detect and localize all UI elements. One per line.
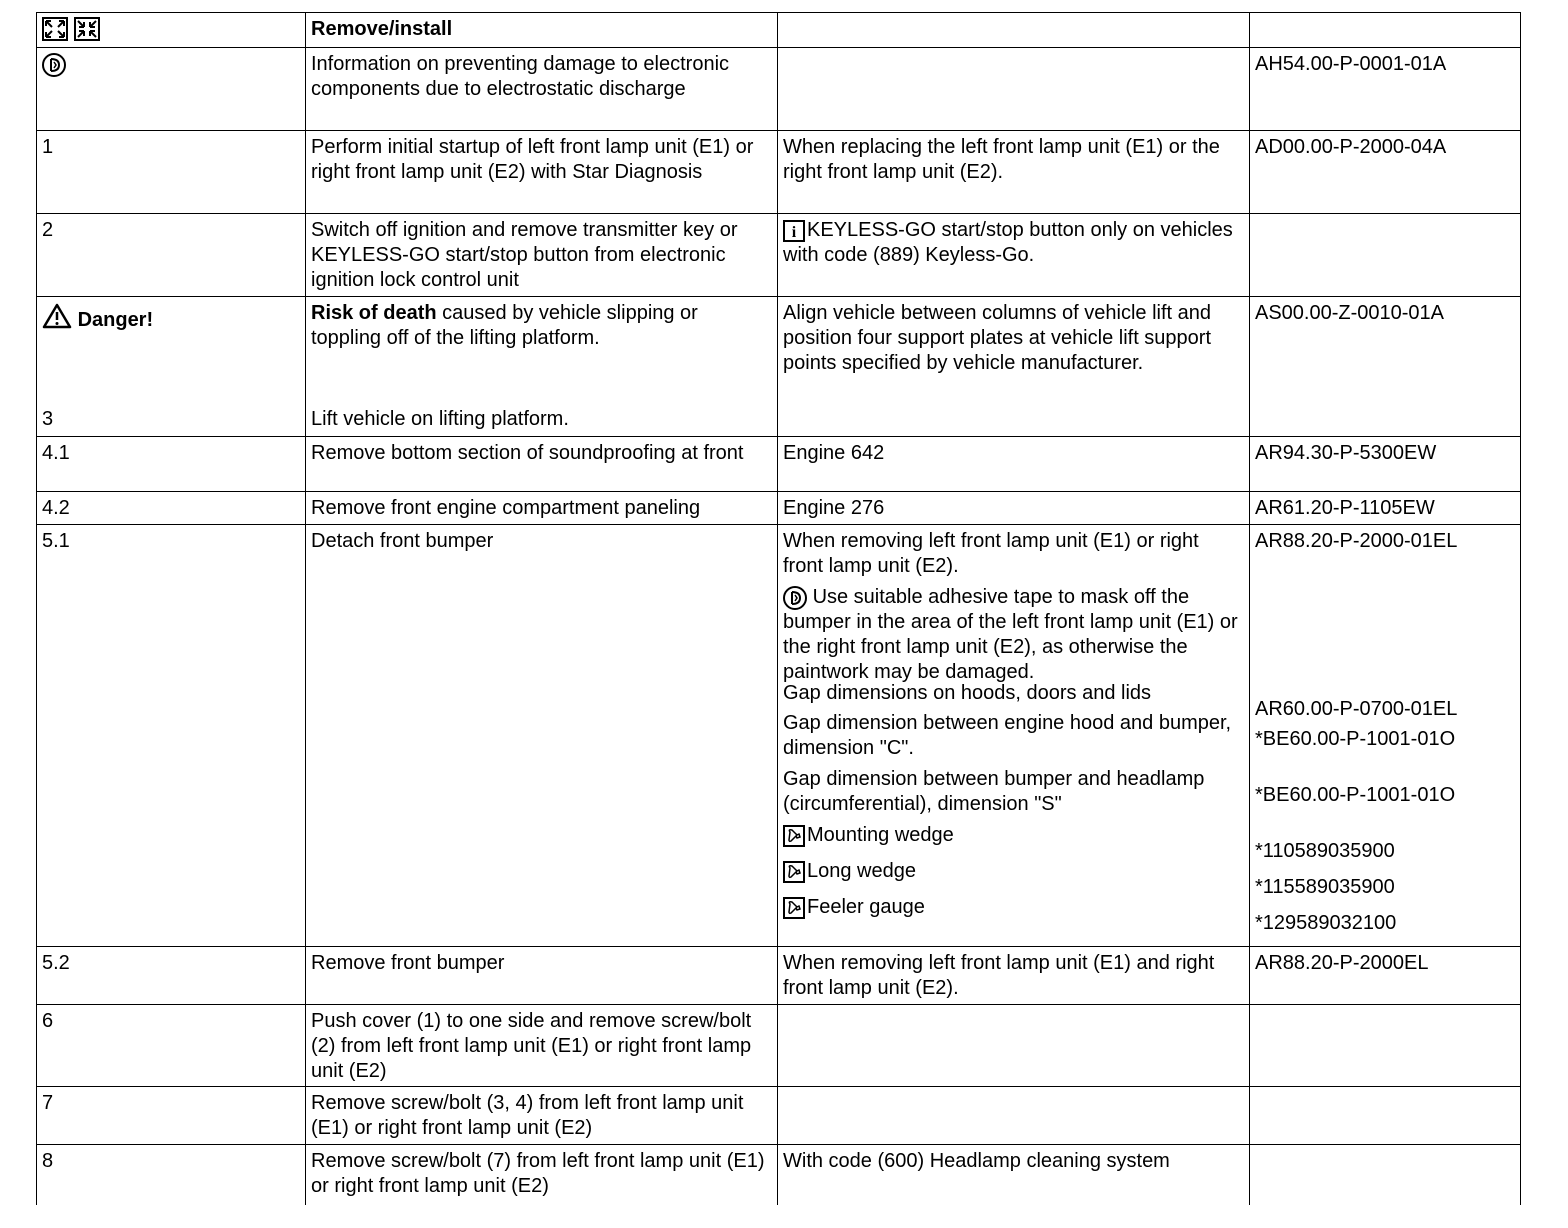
step-reference[interactable]: *BE60.00-P-1001-01O — [1255, 784, 1456, 806]
table-row — [37, 48, 1521, 131]
header-title: Remove/install — [306, 13, 778, 48]
step-number: 5.2 — [37, 947, 306, 1005]
step-reference[interactable]: AR88.20-P-2000-01EL — [1255, 530, 1458, 552]
danger-risk-text: caused by vehicle slipping or toppling off of the lifting platform. — [311, 302, 698, 349]
danger-label-wrap — [42, 303, 300, 333]
step-description: Remove bottom section of soundproofing at front — [306, 437, 778, 492]
step-reference[interactable] — [1250, 1145, 1521, 1205]
table-row — [37, 214, 1521, 297]
info-icon — [783, 220, 805, 242]
svg-text:i: i — [791, 224, 797, 239]
step-note — [778, 1005, 1250, 1087]
special-tool-icon — [783, 861, 805, 883]
esd-warning-icon — [783, 586, 807, 610]
step-description: Detach front bumper — [306, 525, 778, 947]
step-note: Engine 276 — [778, 492, 1250, 525]
step-note: Align vehicle between columns of vehicle lift and position four support plates at vehicle lift support points specified by vehicle manufacturer. — [778, 297, 1250, 437]
note-item: Use suitable adhesive tape to mask off the bumper in the area of the left front lamp unit (E1) or the right front lamp unit (E2), as otherwise the paintwork may be damaged. — [783, 586, 1238, 683]
tool-item — [783, 859, 1244, 895]
step-reference[interactable]: AR60.00-P-0700-01EL — [1255, 698, 1458, 720]
tool-item — [783, 823, 1244, 859]
step-number: 6 — [37, 1005, 306, 1087]
step-note: When replacing the left front lamp unit (E1) or the right front lamp unit (E2). — [778, 131, 1250, 214]
note-item-wrap — [783, 585, 1244, 681]
step-description: Remove front bumper — [306, 947, 778, 1005]
step-reference[interactable]: AR94.30-P-5300EW — [1250, 437, 1521, 492]
step-note — [778, 1087, 1250, 1145]
step-number: 4.1 — [37, 437, 306, 492]
note-item: When removing left front lamp unit (E1) or right front lamp unit (E2). — [783, 530, 1199, 577]
danger-label: Danger! — [77, 309, 154, 331]
expand-icon[interactable] — [42, 17, 68, 41]
procedure-table — [36, 12, 1521, 1205]
collapse-icon[interactable] — [74, 17, 100, 41]
step-reference[interactable] — [1250, 214, 1521, 297]
step-description: Information on preventing damage to electronic components due to electrostatic discharge — [306, 48, 778, 131]
step-note: Engine 642 — [778, 437, 1250, 492]
header-icons-cell — [37, 13, 306, 48]
step-reference[interactable]: AH54.00-P-0001-01A — [1250, 48, 1521, 131]
warning-triangle-icon — [42, 303, 72, 329]
step-number: 7 — [37, 1087, 306, 1145]
step-reference[interactable] — [1250, 1087, 1521, 1145]
note-item: Gap dimensions on hoods, doors and lids — [783, 682, 1152, 704]
step-description: Perform initial startup of left front lamp unit (E1) or right front lamp unit (E2) with Star Diagnosis — [306, 131, 778, 214]
special-tool-icon — [783, 825, 805, 847]
step-reference[interactable]: AS00.00-Z-0010-01A — [1250, 297, 1521, 437]
step-reference[interactable]: *129589032100 — [1255, 912, 1397, 934]
table-row — [37, 492, 1521, 525]
step-number: 5.1 — [37, 525, 306, 947]
table-row — [37, 947, 1521, 1005]
step-number: 3 — [42, 408, 54, 430]
step-description: Lift vehicle on lifting platform. — [311, 408, 569, 430]
table-row — [37, 131, 1521, 214]
tool-item — [783, 895, 1244, 925]
step-description: Remove screw/bolt (7) from left front lamp unit (E1) or right front lamp unit (E2) — [306, 1145, 778, 1205]
table-row — [37, 437, 1521, 492]
step-note: When removing left front lamp unit (E1) and right front lamp unit (E2). — [778, 947, 1250, 1005]
step-description: Remove front engine compartment paneling — [306, 492, 778, 525]
tool-name: Long wedge — [807, 860, 916, 882]
note-item: Gap dimension between engine hood and bumper, dimension "C". — [783, 712, 1232, 759]
step-number: 2 — [37, 214, 306, 297]
step-number: 8 — [37, 1145, 306, 1205]
esd-warning-icon — [42, 53, 66, 77]
step-note — [778, 48, 1250, 131]
step-description: Remove screw/bolt (3, 4) from left front lamp unit (E1) or right front lamp unit (E2) — [306, 1087, 778, 1145]
table-header-row — [37, 13, 1521, 48]
table-row — [37, 1145, 1521, 1205]
step-number: 1 — [37, 131, 306, 214]
table-row — [37, 297, 1521, 437]
step-number: 4.2 — [37, 492, 306, 525]
step-references-cell — [1250, 525, 1521, 947]
table-row — [37, 1087, 1521, 1145]
note-item: Gap dimension between bumper and headlamp (circumferential), dimension "S" — [783, 768, 1205, 815]
step-description: Switch off ignition and remove transmitter key or KEYLESS-GO start/stop button from electronic ignition lock control unit — [306, 214, 778, 297]
step-reference[interactable]: AR61.20-P-1105EW — [1250, 492, 1521, 525]
step-description: Push cover (1) to one side and remove screw/bolt (2) from left front lamp unit (E1) or right front lamp unit (E2) — [306, 1005, 778, 1087]
step-note: KEYLESS-GO start/stop button only on vehicles with code (889) Keyless-Go. — [783, 219, 1233, 266]
step-reference[interactable] — [1250, 1005, 1521, 1087]
special-tool-icon — [783, 897, 805, 919]
danger-risk-title: Risk of death — [311, 302, 437, 324]
step-reference[interactable]: *115589035900 — [1255, 876, 1395, 898]
step-reference[interactable]: AR88.20-P-2000EL — [1250, 947, 1521, 1005]
step-reference[interactable]: *110589035900 — [1255, 840, 1395, 862]
step-note: With code (600) Headlamp cleaning system — [778, 1145, 1250, 1205]
tool-name: Mounting wedge — [807, 824, 954, 846]
step-reference[interactable]: AD00.00-P-2000-04A — [1250, 131, 1521, 214]
step-notes-cell — [778, 525, 1250, 947]
tool-name: Feeler gauge — [807, 896, 925, 918]
step-reference[interactable]: *BE60.00-P-1001-01O — [1255, 728, 1456, 750]
step-reference[interactable] — [1255, 585, 1515, 697]
step-note-cell — [778, 214, 1250, 297]
table-row — [37, 525, 1521, 947]
table-row — [37, 1005, 1521, 1087]
